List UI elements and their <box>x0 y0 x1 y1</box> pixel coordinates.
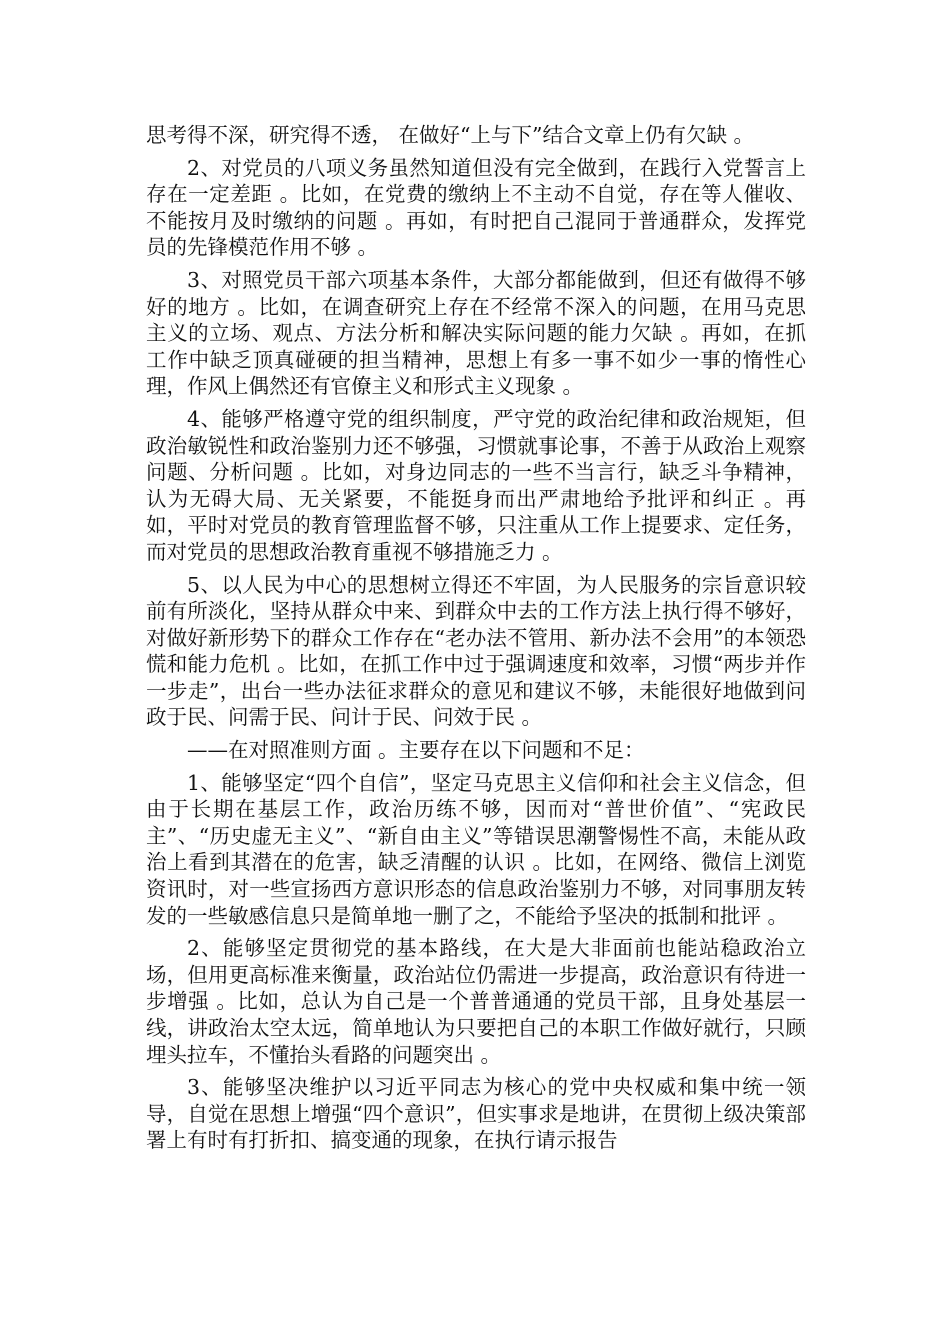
paragraph-item-4: 4、能够严格遵守党的组织制度，严守党的政治纪律和政治规矩，但政治敏锐性和政治鉴别力还不够强，习惯就事论事，不善于从政治上观察问题、分析问题 。比如，对身边同志的一些不当言行，缺乏斗争精神，认为无碍大局、无关紧要，不能挺身而出严肃地给予批评和纠正 。再如，平时对党员的教育管理监督不够，只注重从工作上提要求、定任务，而对党员的思想政治教育重视不够措施乏力 。 <box>146 406 806 564</box>
paragraph-guideline-3: 3、能够坚决维护以习近平同志为核心的党中央权威和集中统一领导，自觉在思想上增强“四个意识”，但实事求是地讲，在贯彻上级决策部署上有时有打折扣、搞变通的现象，在执行请示报告 <box>146 1075 806 1153</box>
paragraph-item-3: 3、对照党员干部六项基本条件，大部分都能做到，但还有做得不够好的地方 。比如，在调查研究上存在不经常不深入的问题，在用马克思主义的立场、观点、方法分析和解决实际问题的能力欠缺 。再如，在抓工作中缺乏顶真碰硬的担当精神，思想上有多一事不如少一事的惰性心理，作风上偶然还有官僚主义和形式主义现象 。 <box>146 267 806 399</box>
paragraph-guideline-1: 1、能够坚定“四个自信”，坚定马克思主义信仰和社会主义信念，但由于长期在基层工作，政治历练不够，因而对“普世价值”、“宪政民主”、“历史虚无主义”、“新自由主义”等错误思潮警惕性不高，未能从政治上看到其潜在的危害，缺乏清醒的认识 。比如，在网络、微信上浏览资讯时，对一些宣扬西方意识形态的信息政治鉴别力不够，对同事朋友转发的一些敏感信息只是简单地一删了之，不能给予坚决的抵制和批评 。 <box>146 770 806 928</box>
paragraph-item-5: 5、以人民为中心的思想树立得还不牢固，为人民服务的宗旨意识较前有所淡化，坚持从群众中来、到群众中去的工作方法上执行得不够好，对做好新形势下的群众工作存在“老办法不管用、新办法不会用”的本领恐慌和能力危机 。比如，在抓工作中过于强调速度和效率，习惯“两步并作一步走”，出台一些办法征求群众的意见和建议不够，未能很好地做到问政于民、问需于民、问计于民、问效于民 。 <box>146 572 806 730</box>
document-body <box>146 122 806 1160</box>
paragraph-guideline-2: 2、能够坚定贯彻党的基本路线，在大是大非面前也能站稳政治立场，但用更高标准来衡量，政治站位仍需进一步提高，政治意识有待进一步增强 。比如，总认为自己是一个普普通通的党员干部，且身处基层一线，讲政治太空太远，简单地认为只要把自己的本职工作做好就行，只顾埋头拉车，不懂抬头看路的问题突出 。 <box>146 936 806 1067</box>
paragraph-item-2: 2、对党员的八项义务虽然知道但没有完全做到，在践行入党誓言上存在一定差距 。比如，在党费的缴纳上不主动不自觉，存在等人催收、不能按月及时缴纳的问题 。再如，有时把自己混同于普通群众，发挥党员的先锋模范作用不够 。 <box>146 155 806 260</box>
section-heading-guidelines: ——在对照准则方面 。主要存在以下问题和不足： <box>187 738 645 763</box>
paragraph-continued: 思考得不深，研究得不透， 在做好“上与下”结合文章上仍有欠缺 。 <box>146 123 754 147</box>
